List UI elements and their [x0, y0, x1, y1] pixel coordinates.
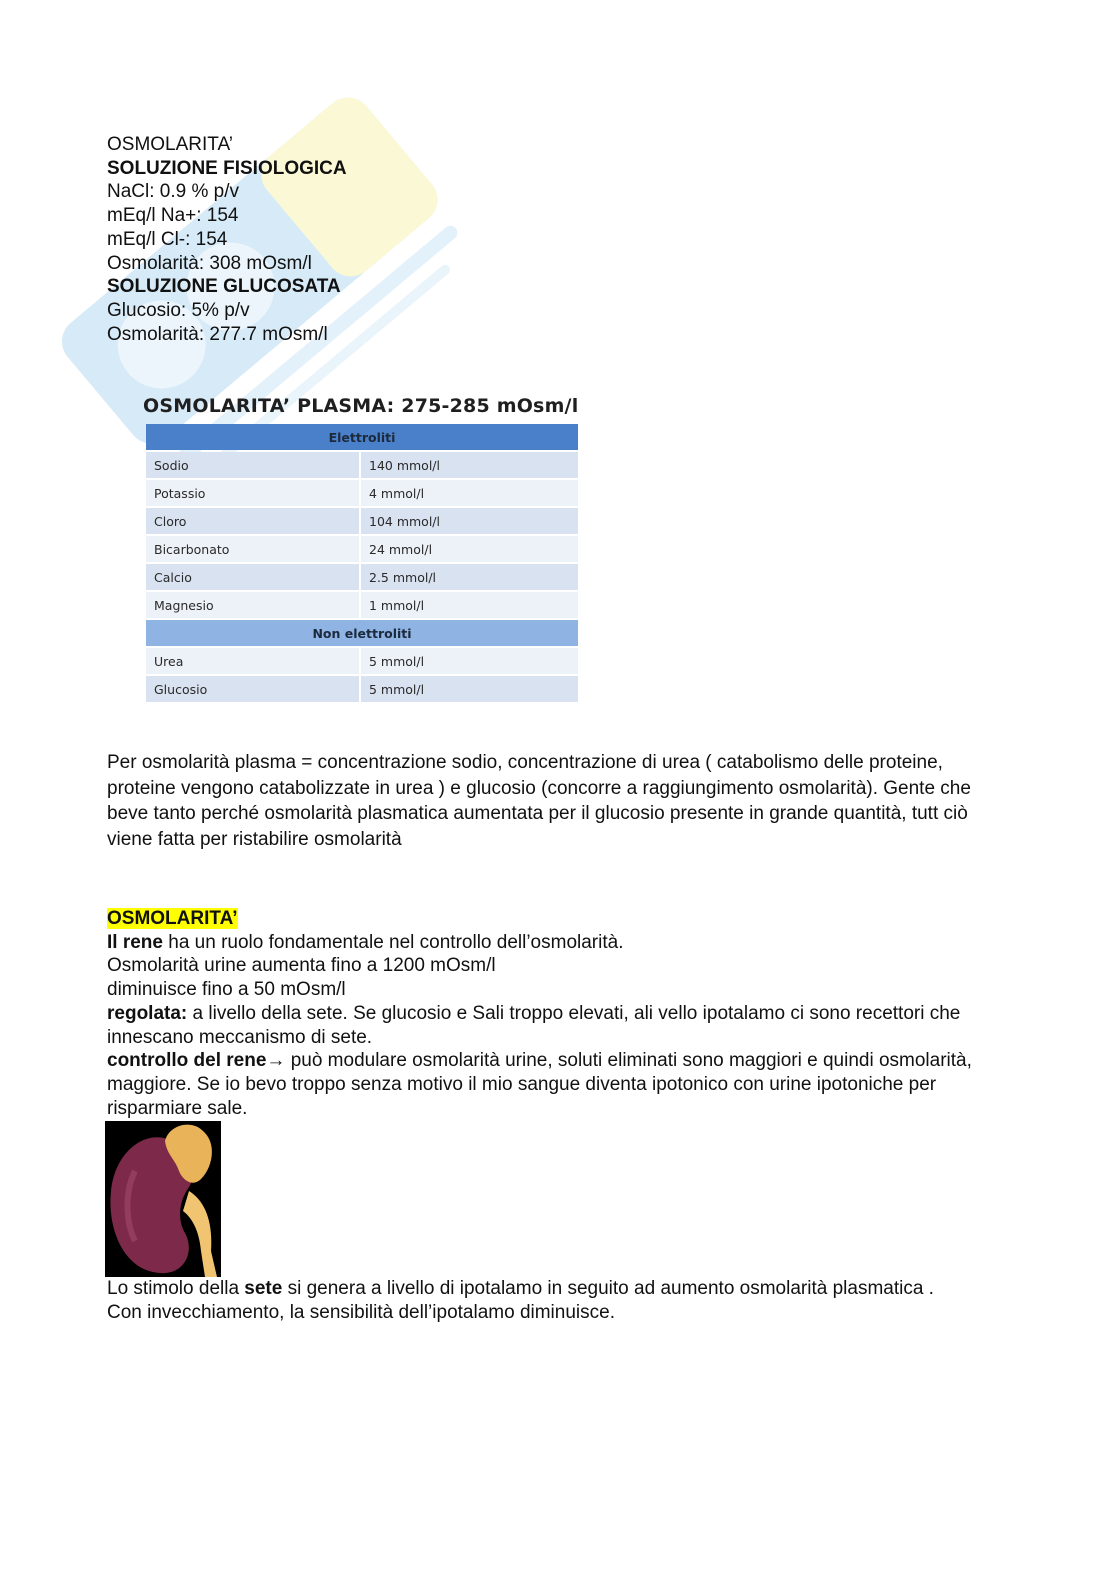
thirst-part2: si genera a livello di ipotalamo in seguito ad aumento osmolarità plasmatica . — [282, 1278, 934, 1299]
osm-glucosata-line: Osmolarità: 277.7 mOsm/l — [107, 323, 328, 345]
thirst-part1: Lo stimolo della — [107, 1278, 245, 1299]
cell-value: 24 mmol/l — [361, 536, 578, 562]
controllo-rest: può modulare osmolarità urine, soluti eliminati sono maggiori e quindi osmolarità, maggiore. Se io bevo troppo senza motivo il mio sangue diventa ipotonico con urine ipotoniche per risparmiare sale. — [107, 1050, 972, 1119]
cell-value: 5 mmol/l — [361, 676, 578, 702]
table-row — [146, 648, 578, 674]
table-row — [146, 564, 578, 590]
plasma-osmolarity-figure — [143, 388, 583, 733]
cell-value: 5 mmol/l — [361, 648, 578, 674]
cell-name: Sodio — [146, 452, 359, 478]
regolata-bold: regolata: — [107, 1002, 188, 1024]
cell-value: 2.5 mmol/l — [361, 564, 578, 590]
fisiologica-title: SOLUZIONE FISIOLOGICA — [107, 157, 347, 179]
plasma-title: OSMOLARITA’ PLASMA: 275-285 mOsm/l — [143, 395, 579, 417]
cell-value: 1 mmol/l — [361, 592, 578, 618]
regolata-line — [107, 1002, 1007, 1049]
arrow-right-icon: → — [266, 1050, 286, 1072]
cell-name: Bicarbonato — [146, 536, 359, 562]
table-row — [146, 676, 578, 702]
non-electrolytes-header: Non elettroliti — [146, 620, 578, 646]
kidney-image — [105, 1121, 221, 1277]
rene-rest: ha un ruolo fondamentale nel controllo dell’osmolarità. — [162, 931, 624, 953]
aging-line: Con invecchiamento, la sensibilità dell’ipotalamo diminuisce. — [107, 1301, 615, 1323]
cell-name: Potassio — [146, 480, 359, 506]
cell-value: 104 mmol/l — [361, 508, 578, 534]
table-row — [146, 508, 578, 534]
cell-name: Magnesio — [146, 592, 359, 618]
rene-bold: Il rene — [107, 931, 163, 953]
cl-line: mEq/l Cl-: 154 — [107, 228, 228, 250]
table-row — [146, 452, 578, 478]
intro-block — [107, 133, 347, 346]
regolata-rest: a livello della sete. Se glucosio e Sali troppo elevati, ali vello ipotalamo ci sono recettori che innescano meccanismo di sete. — [107, 1002, 961, 1048]
table-row — [146, 592, 578, 618]
explanation-paragraph: Per osmolarità plasma = concentrazione sodio, concentrazione di urea ( catabolismo delle proteine, proteine vengono catabolizzate in urea ) e glucosio (concorre a raggiungimento osmolarità). Gente che beve tanto perché osmolarità plasmatica aumentata per il glucosio presente in grande quantità, tutt ciò viene fatta per ristabilire osmolarità — [107, 752, 971, 850]
section-heading: OSMOLARITA’ — [107, 908, 238, 929]
controllo-line — [107, 1049, 1007, 1120]
rene-line — [107, 931, 1007, 955]
electrolytes-header: Elettroliti — [146, 424, 578, 450]
nacl-line: NaCl: 0.9 % p/v — [107, 181, 239, 203]
cell-name: Cloro — [146, 508, 359, 534]
cell-value: 140 mmol/l — [361, 452, 578, 478]
kidney-section — [107, 907, 1007, 1120]
cell-name: Glucosio — [146, 676, 359, 702]
thirst-bold: sete — [244, 1278, 283, 1299]
osm-fisiologica-line: Osmolarità: 308 mOsm/l — [107, 252, 312, 274]
thirst-line — [107, 1277, 1007, 1301]
intro-heading: OSMOLARITA’ — [107, 134, 233, 155]
cell-name: Urea — [146, 648, 359, 674]
table-row — [146, 480, 578, 506]
thirst-section — [107, 1277, 1007, 1324]
electrolytes-table — [144, 422, 580, 704]
controllo-bold: controllo del rene — [107, 1050, 267, 1072]
diminuisce-line: diminuisce fino a 50 mOsm/l — [107, 979, 346, 1001]
table-row — [146, 536, 578, 562]
aumenta-line: Osmolarità urine aumenta fino a 1200 mOsm/l — [107, 955, 496, 977]
na-line: mEq/l Na+: 154 — [107, 205, 239, 227]
glucosio-line: Glucosio: 5% p/v — [107, 299, 250, 321]
cell-name: Calcio — [146, 564, 359, 590]
glucosata-title: SOLUZIONE GLUCOSATA — [107, 276, 341, 298]
cell-value: 4 mmol/l — [361, 480, 578, 506]
